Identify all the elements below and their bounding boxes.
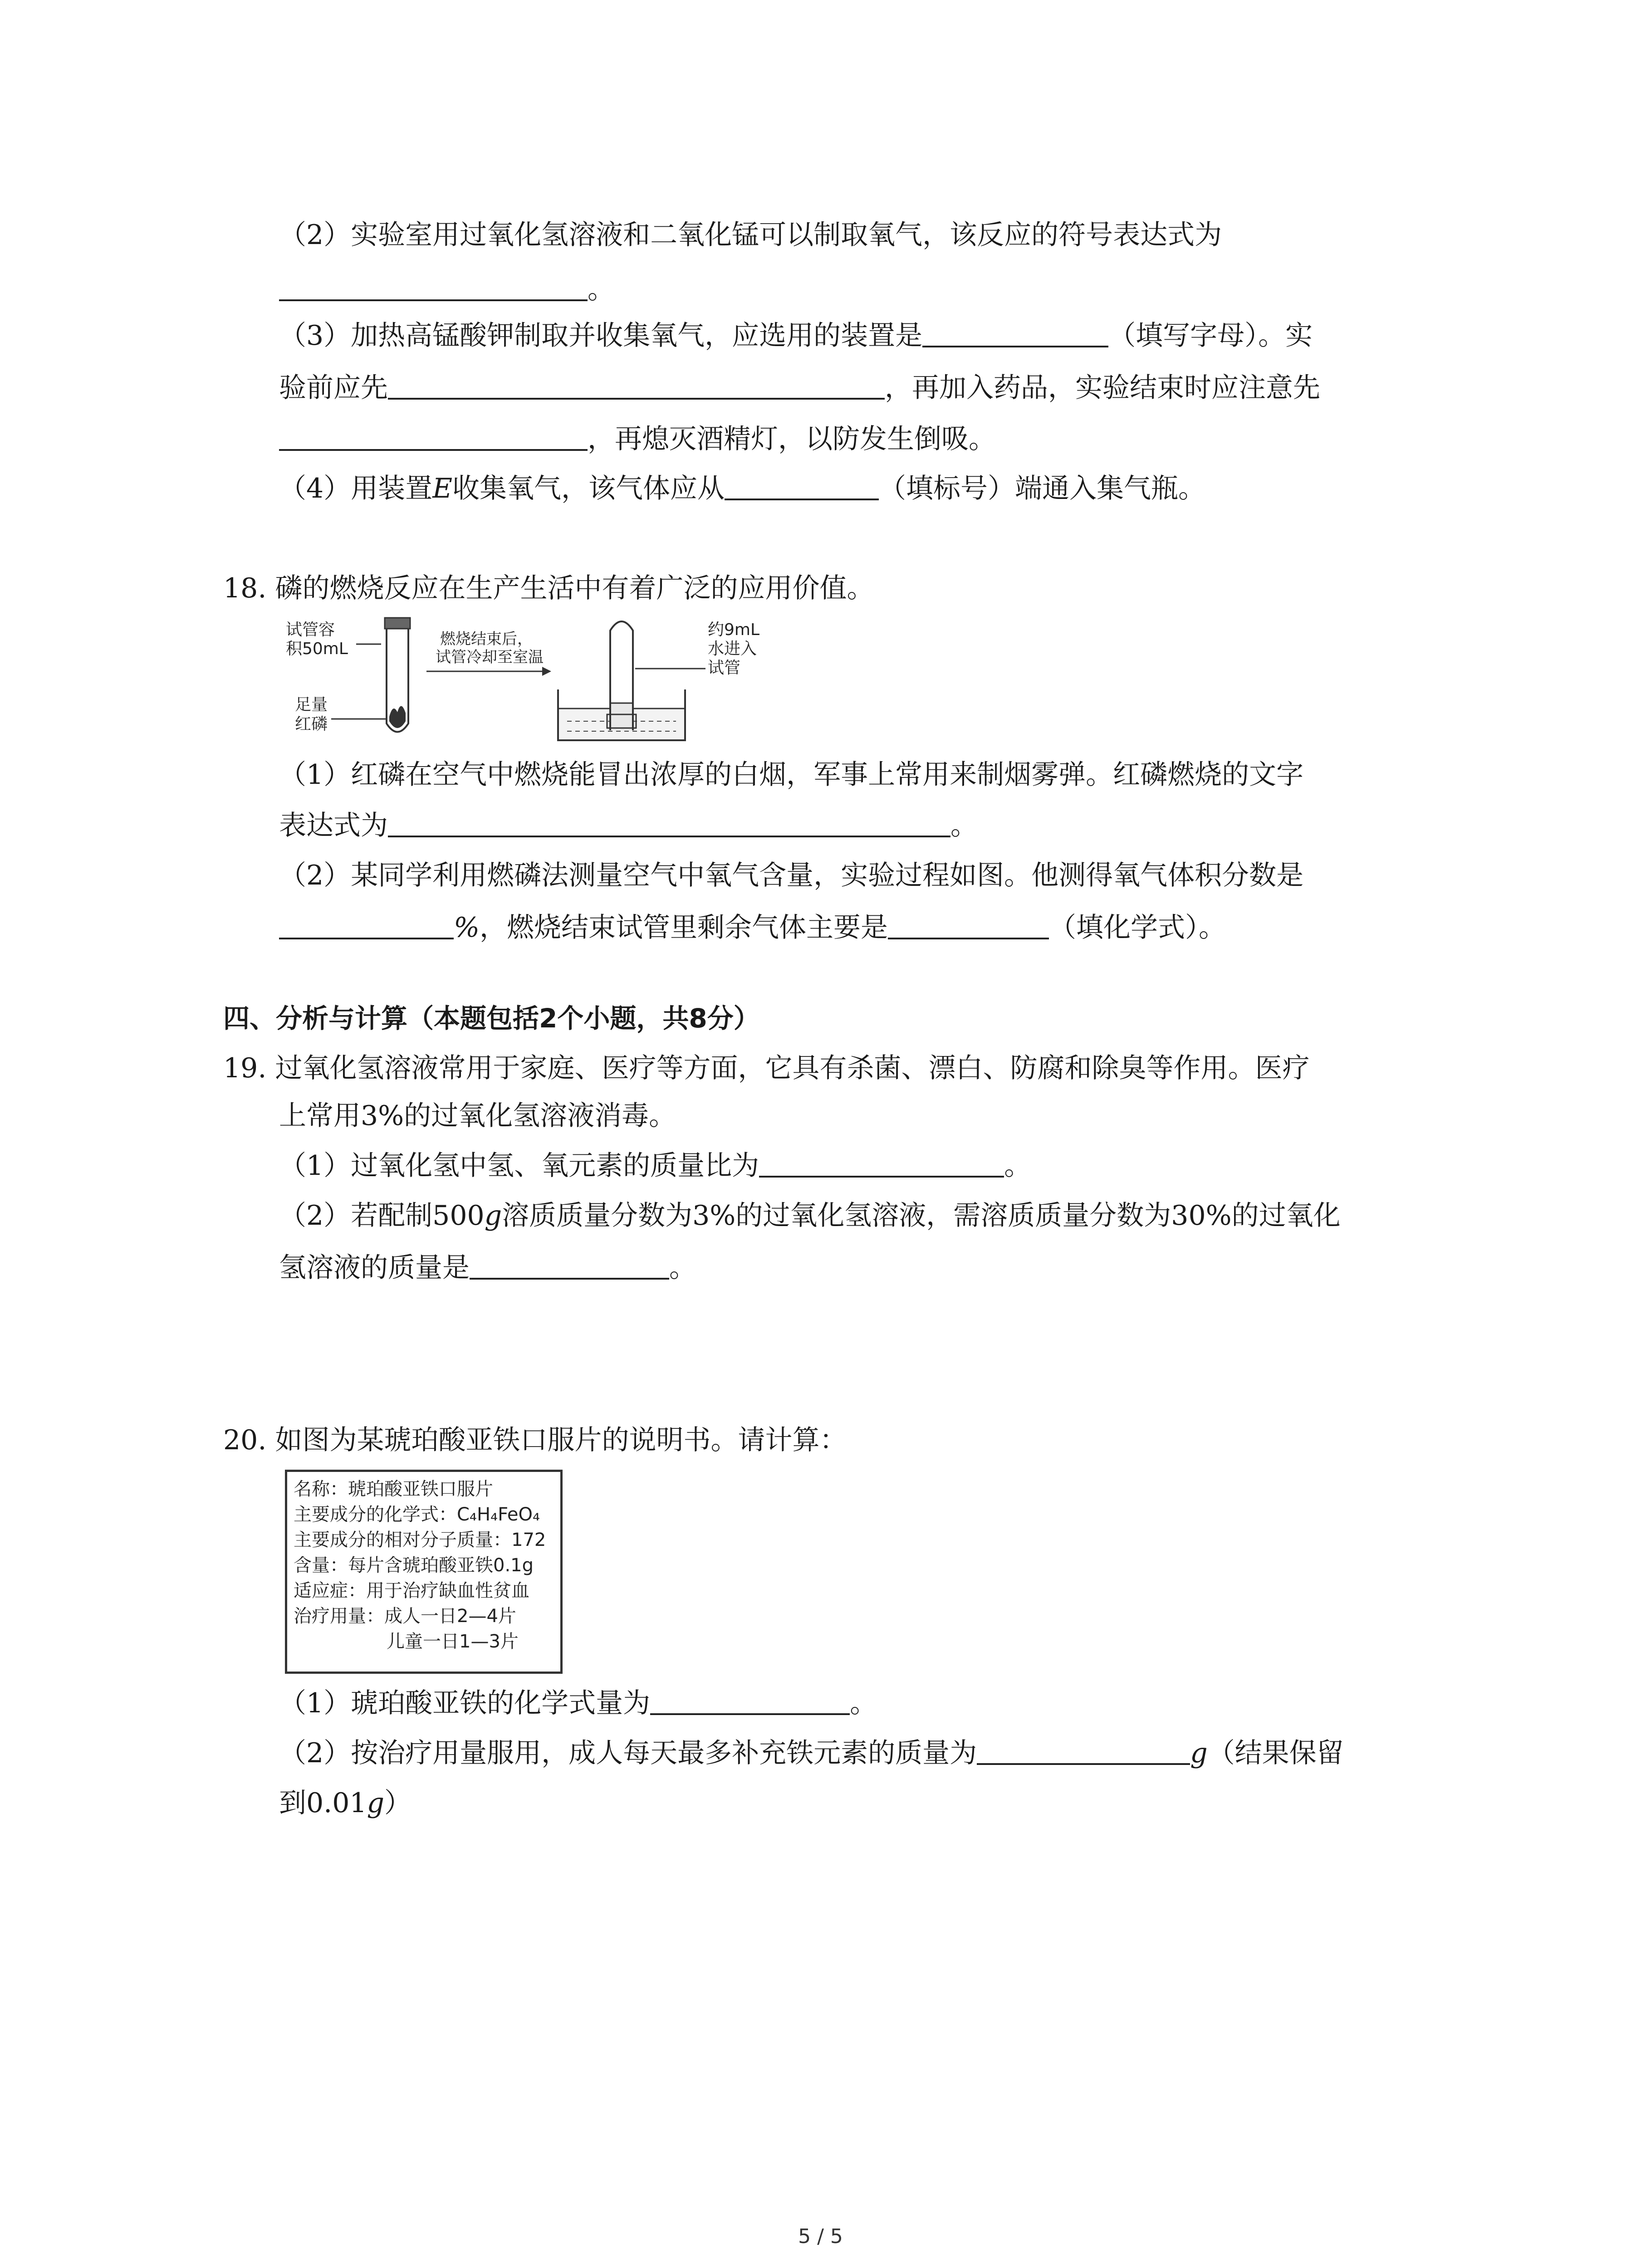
answer-blank[interactable] bbox=[279, 909, 454, 939]
q17-part3-line3: ，再熄灭酒精灯，以防发生倒吸。 bbox=[279, 421, 996, 457]
figure-label-arrow-2: 试管冷却至室温 bbox=[436, 648, 544, 666]
q20-stem: 20. 如图为某琥珀酸亚铁口服片的说明书。请计算： bbox=[223, 1424, 847, 1456]
answer-blank[interactable] bbox=[922, 318, 1108, 347]
red-phosphorus-icon bbox=[389, 706, 406, 728]
figure-label-arrow-1: 燃烧结束后， bbox=[440, 630, 533, 648]
q20-part1: （1）琥珀酸亚铁的化学式量为 。 bbox=[279, 1685, 877, 1721]
q20-part2-line2: 到0.01g） bbox=[279, 1787, 412, 1819]
q19-part2-line2: 氢溶液的质量是 。 bbox=[279, 1250, 696, 1286]
q17-part4: （4）用装置E收集氧气，该气体应从 （填标号）端通入集气瓶。 bbox=[279, 470, 1205, 507]
medicine-label-box bbox=[285, 1470, 563, 1674]
answer-blank[interactable] bbox=[388, 807, 950, 837]
label-content: 含量：每片含琥珀酸亚铁0.1g bbox=[294, 1555, 534, 1576]
figure-label-tube-volume-2: 积50mL bbox=[286, 640, 348, 658]
label-dosage-adult: 治疗用量：成人一日2—4片 bbox=[294, 1606, 516, 1627]
q17-part3-line1: （3）加热高锰酸钾制取并收集氧气，应选用的装置是 （填写字母）。实 bbox=[279, 318, 1313, 354]
answer-blank[interactable] bbox=[759, 1148, 1004, 1178]
q17-part3-line2: 验前应先 ，再加入药品，实验结束时应注意先 bbox=[279, 370, 1320, 406]
label-formula: 主要成分的化学式：C₄H₄FeO₄ bbox=[294, 1504, 540, 1525]
answer-blank[interactable] bbox=[650, 1685, 850, 1715]
q18-part2-line2: %，燃烧结束试管里剩余气体主要是 （填化学式）。 bbox=[279, 909, 1226, 946]
answer-blank[interactable] bbox=[279, 271, 588, 301]
figure-label-water-3: 试管 bbox=[708, 659, 741, 677]
answer-blank[interactable] bbox=[388, 370, 885, 400]
label-indication: 适应症：用于治疗缺血性贫血 bbox=[294, 1580, 529, 1601]
label-name: 名称：琥珀酸亚铁口服片 bbox=[294, 1479, 493, 1500]
q19-stem-line1: 19. 过氧化氢溶液常用于家庭、医疗等方面，它具有杀菌、漂白、防腐和除臭等作用。医疗 bbox=[223, 1052, 1310, 1084]
page-number: 5 / 5 bbox=[798, 2225, 843, 2248]
q17-part2-line1: （2）实验室用过氧化氢溶液和二氧化锰可以制取氧气，该反应的符号表达式为 bbox=[279, 219, 1222, 251]
label-mass: 主要成分的相对分子质量：172 bbox=[294, 1530, 546, 1550]
figure-label-water-2: 水进入 bbox=[708, 640, 757, 658]
label-dosage-child: 儿童一日1—3片 bbox=[387, 1631, 519, 1652]
answer-blank[interactable] bbox=[279, 421, 588, 451]
answer-blank[interactable] bbox=[888, 909, 1049, 939]
q18-part1-line1: （1）红磷在空气中燃烧能冒出浓厚的白烟，军事上常用来制烟雾弹。红磷燃烧的文字 bbox=[279, 759, 1304, 791]
figure-label-water-1: 约9mL bbox=[708, 621, 760, 639]
q19-part1: （1）过氧化氢中氢、氧元素的质量比为 。 bbox=[279, 1148, 1031, 1184]
q17-part2-line2: 。 bbox=[279, 271, 615, 308]
figure-label-phos-2: 红磷 bbox=[295, 715, 328, 733]
q19-stem-line2: 上常用3%的过氧化氢溶液消毒。 bbox=[279, 1100, 676, 1132]
answer-blank[interactable] bbox=[725, 470, 879, 500]
figure-label-tube-volume-1: 试管容 bbox=[286, 621, 335, 639]
q18-stem: 18. 磷的燃烧反应在生产生活中有着广泛的应用价值。 bbox=[223, 572, 874, 604]
stopper-icon bbox=[385, 618, 410, 629]
figure-label-phos-1: 足量 bbox=[295, 695, 328, 714]
answer-blank[interactable] bbox=[470, 1250, 669, 1280]
q18-part1-line2: 表达式为 。 bbox=[279, 807, 978, 844]
q19-part2-line1: （2）若配制500g溶质质量分数为3%的过氧化氢溶液，需溶质质量分数为30%的过氧化 bbox=[279, 1200, 1341, 1232]
phosphorus-experiment-figure bbox=[277, 612, 789, 748]
answer-blank[interactable] bbox=[977, 1735, 1190, 1765]
q18-part2-line1: （2）某同学利用燃磷法测量空气中氧气含量，实验过程如图。他测得氧气体积分数是 bbox=[279, 860, 1304, 891]
q20-part2-line1: （2）按治疗用量服用，成人每天最多补充铁元素的质量为 g（结果保留 bbox=[279, 1735, 1344, 1771]
section-heading: 四、分析与计算（本题包括2个小题，共8分） bbox=[223, 1003, 760, 1034]
